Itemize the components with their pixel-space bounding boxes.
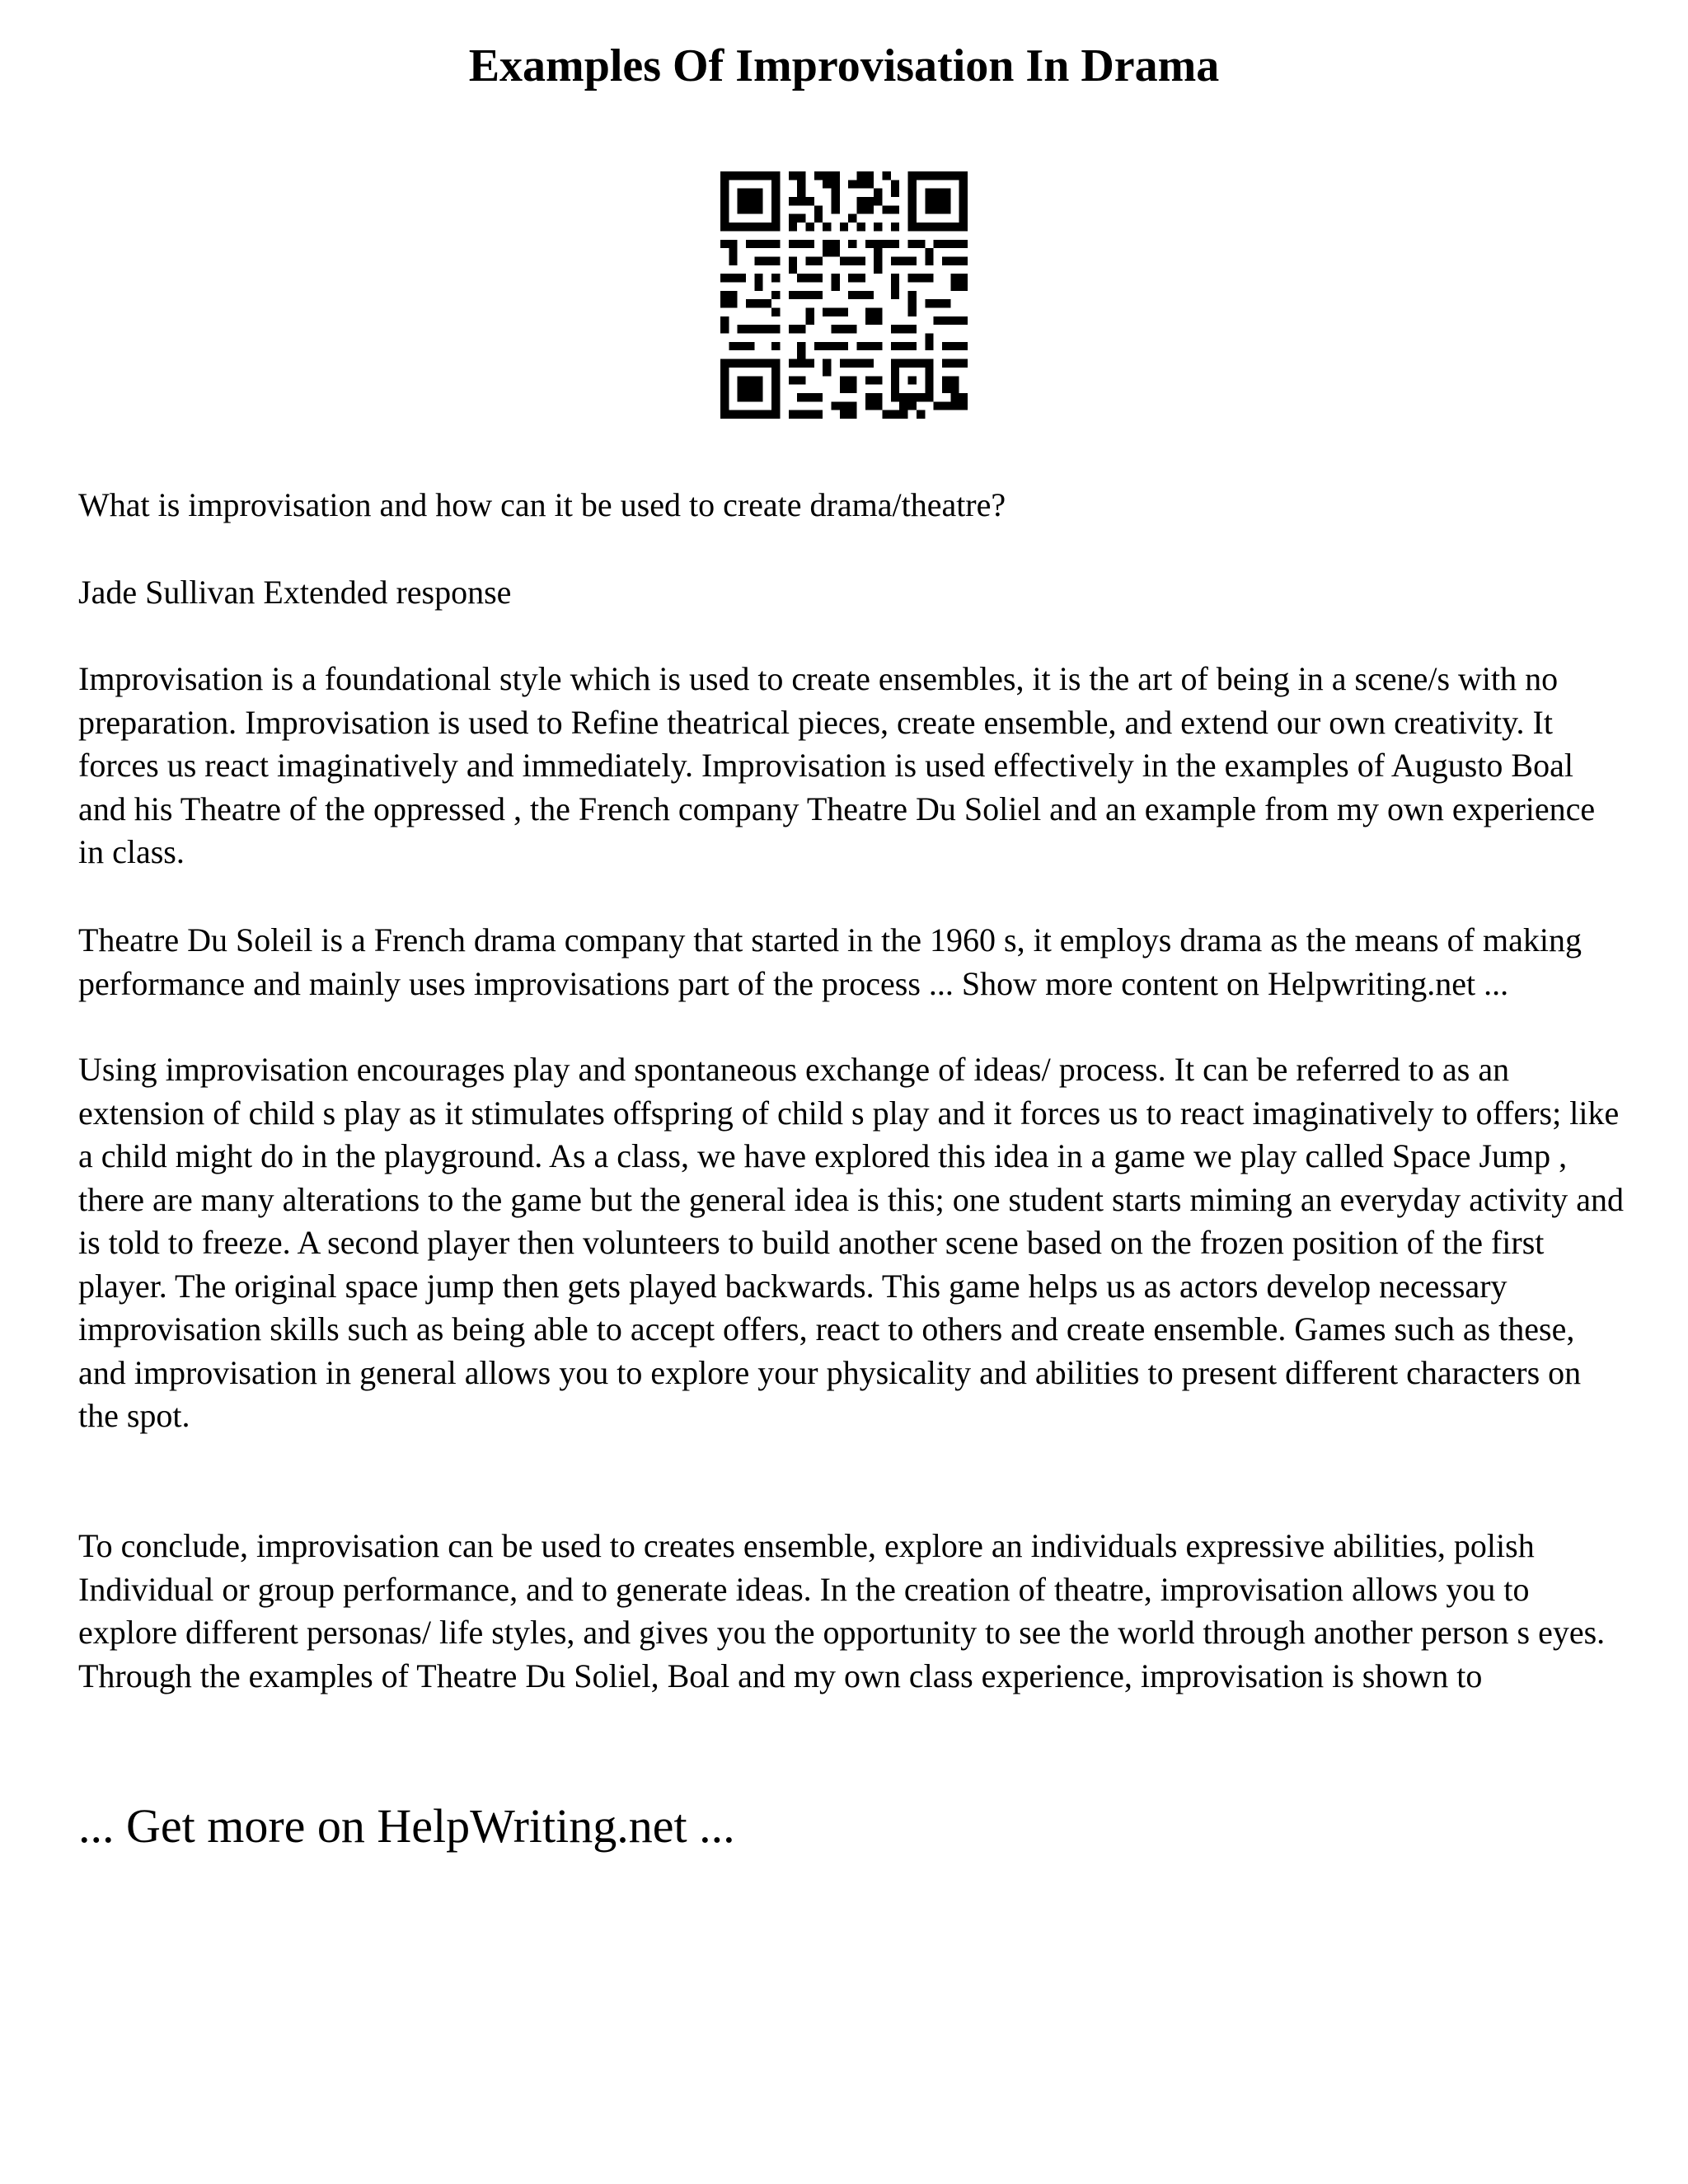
question-line: What is improvisation and how can it be used to create drama/theatre? xyxy=(78,486,1006,523)
paragraph-intro: Improvisation is a foundational style which is used to create ensembles, it is the art of being in a scene/s with no preparation. Improvisation is used to Refine theatrical pieces, create ensemble, and extend our own creativity. It forces us react imaginatively and immediately. Improvisation is used effectively in the examples of Augusto Boal and his Theatre of the oppressed , the French company Theatre Du Soliel and an example from my own experience in class. xyxy=(78,660,1596,870)
author-line: Jade Sullivan Extended response xyxy=(78,574,512,611)
qr-code-icon[interactable] xyxy=(720,171,968,419)
paragraph-conclusion: To conclude, improvisation can be used to creates ensemble, explore an individuals expressive abilities, polish Individual or group performance, and to generate ideas. In the creation of theatre, improvisation allows you to explore different personas/ life styles, and gives you the opportunity to see the world through another person s eyes. Through the examples of Theatre Du Soliel, Boal and my own class experience, improvisation is shown to xyxy=(78,1527,1606,1694)
paragraph-space-jump: Using improvisation encourages play and spontaneous exchange of ideas/ process. It can be referred to as an extension of child s play as it stimulates offspring of child s play and it forces us to react imaginatively to offers; like a child might do in the playground. As a class, we have explored this idea in a game we play called Space Jump , there are many alterations to the game but the general idea is this; one student starts miming an everyday activity and is told to freeze. A second player then volunteers to build another scene based on the frozen position of the first player. The original space jump then gets played backwards. This game helps us as actors develop necessary improvisation skills such as being able to accept offers, react to others and create ensemble. Games such as these, and improvisation in general allows you to explore your physicality and abilities to present different characters on the spot. xyxy=(78,1051,1624,1434)
paragraph-theatre-du-soleil: Theatre Du Soleil is a French drama company that started in the 1960 s, it employs drama as the means of making performance and mainly uses improvisations part of the process ... Show more content on Helpwriting.net ... xyxy=(78,921,1582,1002)
get-more-link[interactable]: ... Get more on HelpWriting.net ... xyxy=(78,1799,735,1853)
page-title: Examples Of Improvisation In Drama xyxy=(468,40,1220,91)
